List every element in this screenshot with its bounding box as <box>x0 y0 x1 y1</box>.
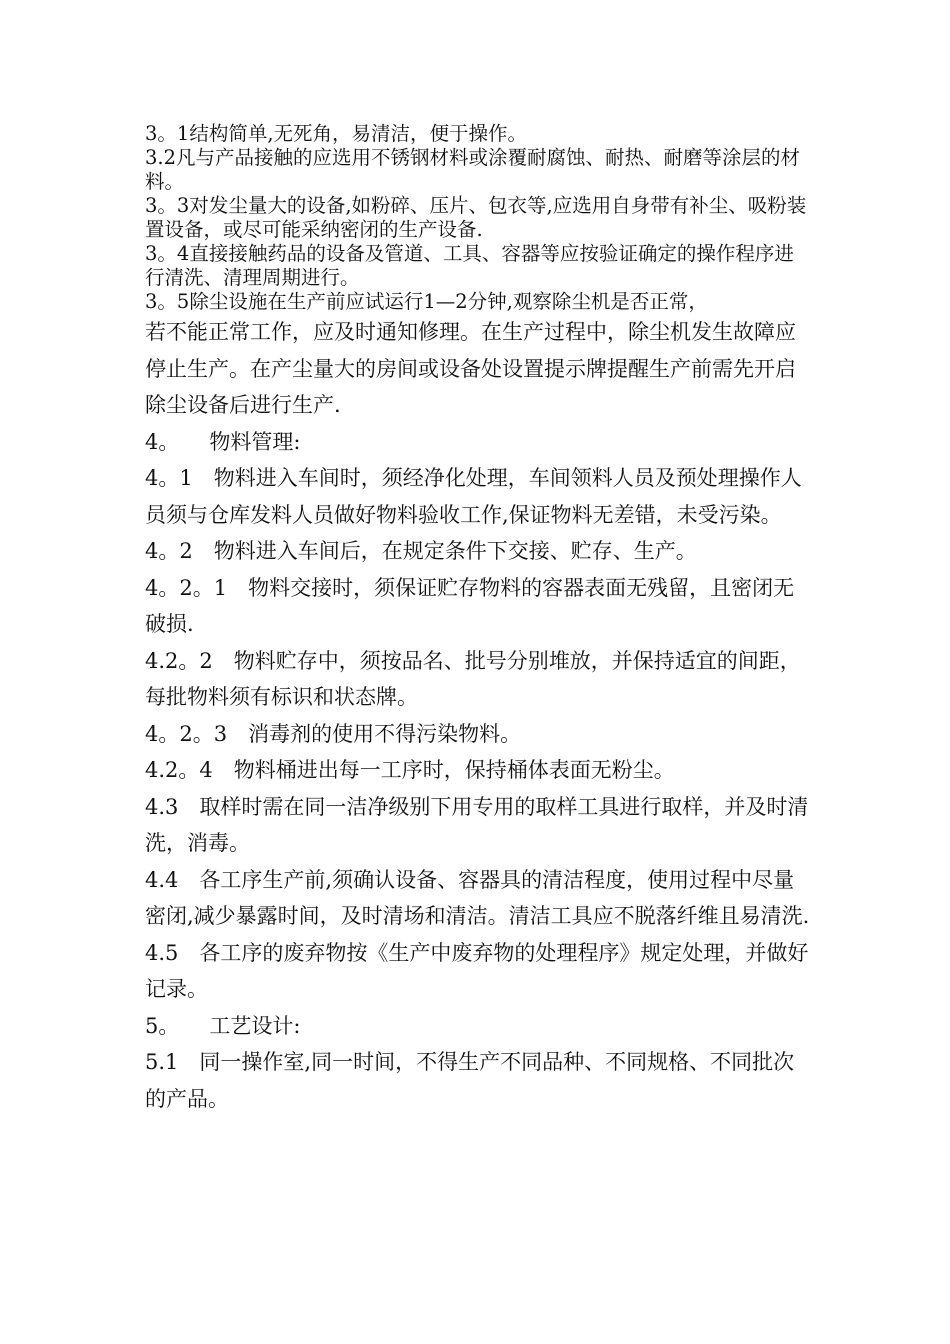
paragraph-4-2-text: 物料进入车间后，在规定条件下交接、贮存、生产。 <box>213 539 697 563</box>
heading-4-number: 4。 <box>145 429 180 454</box>
paragraph-3-3: 3。3对发尘量大的设备,如粉碎、压片、包衣等,应选用自身带有补尘、吸粉装置设备，或尽可能采纳密闭的生产设备. <box>145 194 807 241</box>
heading-4-text: 物料管理: <box>209 429 301 454</box>
paragraph-4-2-3-text: 消毒剂的使用不得污染物料。 <box>248 721 522 746</box>
paragraph-3-2: 3.2凡与产品接触的应选用不锈钢材料或涂覆耐腐蚀、耐热、耐磨等涂层的材料。 <box>145 146 801 193</box>
paragraph-5-1-text: 同一操作室,同一时间，不得生产不同品种、不同规格、不同批次的产品。 <box>145 1050 795 1111</box>
paragraph-4-2-number: 4。2 <box>145 539 193 563</box>
paragraph-4-2-4-number: 4.2。4 <box>145 758 213 782</box>
document-page <box>145 122 810 1117</box>
paragraph-4-2-3 <box>145 716 810 753</box>
heading-5 <box>145 1008 810 1045</box>
paragraph-4-2-4-text: 物料桶进出每一工序时，保持桶体表面无粉尘。 <box>233 758 675 782</box>
heading-5-text: 工艺设计: <box>209 1013 301 1038</box>
main-body-block <box>145 314 810 1117</box>
paragraph-3-4: 3。4直接接触药品的设备及管道、工具、容器等应按验证确定的操作程序进行清洗、清理周期进行。 <box>145 242 794 289</box>
paragraph-4-1-text: 物料进入车间时，须经净化处理，车间领料人员及预处理操作人员须与仓库发料人员做好物料验收工作,保证物料无差错，未受污染。 <box>145 466 802 527</box>
paragraph-4-5-number: 4.5 <box>145 940 179 965</box>
paragraph-4-1 <box>145 460 810 533</box>
paragraph-4-5 <box>145 935 810 1008</box>
paragraph-4-4-number: 4.4 <box>145 867 179 892</box>
paragraph-4-2 <box>145 533 810 570</box>
heading-5-number: 5。 <box>145 1013 180 1038</box>
paragraph-4-3-number: 4.3 <box>145 794 179 819</box>
paragraph-4-2-2-text: 物料贮存中，须按品名、批号分别堆放，并保持适宜的间距，每批物料须有标识和状态牌。 <box>145 648 801 709</box>
section-3-block <box>145 122 810 314</box>
paragraph-4-2-2 <box>145 643 810 716</box>
heading-4 <box>145 424 810 461</box>
paragraph-3-5-rest: 若不能正常工作，应及时通知修理。在生产过程中，除尘机发生故障应停止生产。在产尘量大的房间或设备处设置提示牌提醒生产前需先开启除尘设备后进行生产. <box>145 320 796 417</box>
paragraph-4-4-text: 各工序生产前,须确认设备、容器具的清洁程度，使用过程中尽量密闭,减少暴露时间，及时清场和清洁。清洁工具应不脱落纤维且易清洗. <box>145 867 810 928</box>
paragraph-4-1-number: 4。1 <box>145 466 193 490</box>
paragraph-4-2-2-number: 4.2。2 <box>145 648 213 673</box>
paragraph-4-2-1-number: 4。2。1 <box>145 575 228 600</box>
paragraph-4-3 <box>145 789 810 862</box>
paragraph-3-5-first-line: 3。5除尘设施在生产前应试运行1—2分钟,观察除尘机是否正常， <box>145 290 708 313</box>
paragraph-4-4 <box>145 862 810 935</box>
paragraph-4-2-4 <box>145 752 810 789</box>
paragraph-3-1: 3。1结构简单,无死角，易清洁，便于操作。 <box>145 122 528 145</box>
paragraph-4-3-text: 取样时需在同一洁净级别下用专用的取样工具进行取样，并及时清洗，消毒。 <box>145 794 809 855</box>
paragraph-4-5-text: 各工序的废弃物按《生产中废弃物的处理程序》规定处理，并做好记录。 <box>145 940 809 1001</box>
paragraph-4-2-1-text: 物料交接时，须保证贮存物料的容器表面无残留，且密闭无破损. <box>145 575 795 636</box>
paragraph-5-1-number: 5.1 <box>145 1050 179 1074</box>
paragraph-4-2-3-number: 4。2。3 <box>145 721 228 746</box>
paragraph-5-1 <box>145 1044 810 1117</box>
paragraph-4-2-1 <box>145 570 810 643</box>
